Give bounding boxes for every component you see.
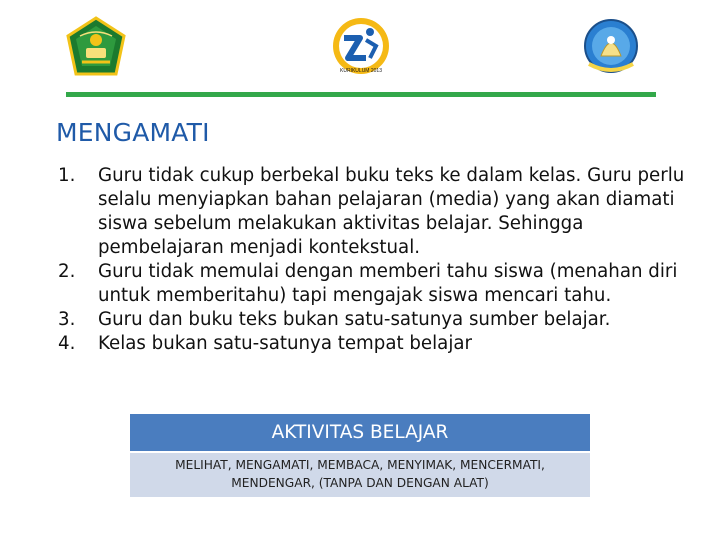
tut-wuri-handayani-logo: [583, 18, 639, 78]
svg-text:KURIKULUM 2013: KURIKULUM 2013: [340, 68, 382, 74]
table-cell: MELIHAT, MENGAMATI, MEMBACA, MENYIMAK, MENCERMATI, MENDENGAR, (TANPA DAN DENGAN ALAT): [130, 453, 590, 497]
kementerian-agama-logo: [64, 16, 128, 78]
list-text: Guru dan buku teks bukan satu-satunya sumber belajar.: [98, 309, 611, 330]
list-number: 4.: [58, 333, 76, 354]
kurikulum-2013-logo: [330, 16, 392, 78]
list-number: 2.: [58, 261, 76, 282]
table-header: AKTIVITAS BELAJAR: [130, 414, 590, 453]
list-item: [58, 308, 698, 332]
list-text: Kelas bukan satu-satunya tempat belajar: [98, 333, 472, 354]
list-item: [58, 332, 698, 356]
list-text: Guru tidak cukup berbekal buku teks ke dalam kelas. Guru perlu selalu menyiapkan bahan pelajaran (media) yang akan diamati siswa sebelum melakukan aktivitas belajar. Sehingga pembelajaran menjadi kontekstual.: [98, 165, 685, 258]
green-divider: [66, 92, 656, 97]
list-item: [58, 164, 698, 260]
list-number: 1.: [58, 165, 76, 186]
list-text: Guru tidak memulai dengan memberi tahu siswa (menahan diri untuk memberitahu) tapi mengajak siswa mencari tahu.: [98, 261, 678, 306]
activity-table: [130, 414, 590, 497]
list-item: [58, 260, 698, 308]
section-heading: MENGAMATI: [56, 118, 210, 147]
observation-list: [58, 164, 698, 356]
list-number: 3.: [58, 309, 76, 330]
